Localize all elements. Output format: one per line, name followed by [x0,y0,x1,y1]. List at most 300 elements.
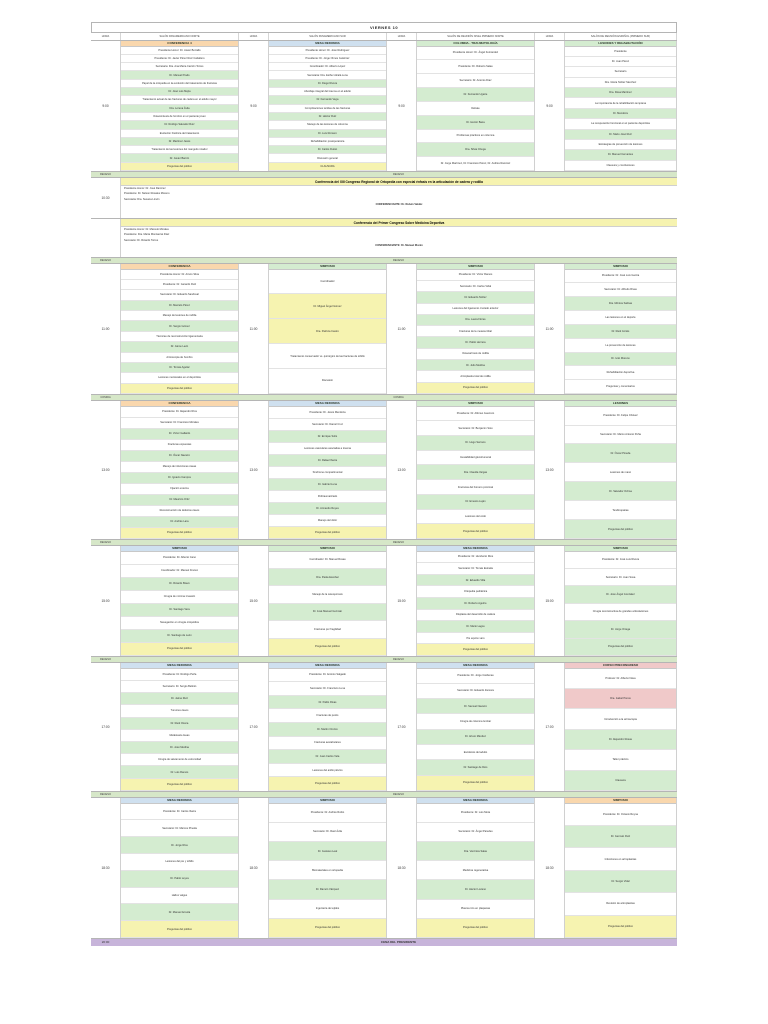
session-row: Cirugía reconstructiva de grandes articulaciones [565,604,676,621]
session-row: Dr. Tomás Aguilar [121,363,238,373]
time-cell [91,219,121,257]
session-row: Dr. Javier Barrón [121,154,238,162]
session-row: Dr. Luis Romero [269,130,386,138]
session-row: Dr. Iván Moreno [565,353,676,367]
session-row: Hallux valgus [121,888,238,905]
break-label: RECESO [393,658,404,661]
session-row: Dr. Roberto Aguirre [417,598,534,610]
time-cell: 15:00 [387,546,417,656]
session-row: Secretario: Dr. Eduardo Zamora [417,684,534,699]
session-row: Lesiones vasculares asociadas a trauma [269,443,386,455]
session-row: Cirugía de columna lumbar [417,714,534,729]
session-row: Secretario: Dr. Daniel Cruz [269,419,386,431]
plenary-line: CONFERENCIANTE: Dr. Manuel Morán [375,243,423,247]
column-header: SALÓN PANAMERICANO NORTE [121,33,239,40]
session-row: Plasma rico en plaquetas [417,900,534,919]
session-row: Dra. Verónica Salas [417,842,534,861]
session-row: La recuperación funcional en el paciente deportista [565,119,676,129]
session-row: Manejo de lesiones de rodilla [121,311,238,321]
session-row: Fracturas del húmero proximal [417,480,534,495]
plenary-body [121,178,677,218]
session-row: Dra. Mónica Salinas [565,297,676,311]
session-header: LESIONES Y REHABILITACIÓN [565,41,676,47]
session-row: Dr. Héctor Ruiz [269,113,386,121]
session-row: Pie equino varo [417,633,534,645]
session-column [565,264,677,394]
time-block [91,264,677,395]
session-row: Presidente Honor: Dr. Javier Borrallo [121,47,238,55]
session-row: Presidente: Dr. Humberto Ríos [417,552,534,564]
session-row: Secretaria: Dra. Ana María Carrión Torres [121,63,238,71]
session-row: La importancia de la rehabilitación temprana [565,98,676,108]
session-row: Dr. Ricardo Bravo [121,578,238,591]
session-row: Displasia del desarrollo de cadera [417,610,534,622]
time-block [91,401,677,540]
session-header: SIMPOSIO [121,546,238,552]
session-row: Dr. Eduardo Núñez [417,292,534,303]
break-time: RECESO [100,541,111,544]
session-row: Dr. Pablo Herrera [417,337,534,348]
session-row: Dr. Óscar Pineda [565,444,676,463]
session-row: Preguntas del público [121,921,238,938]
session-row: Fracturas de pelvis [269,709,386,723]
session-row: Dr. Rodrigo Salvador Ruiz [121,121,238,129]
session-column [565,798,677,938]
session-column [565,546,677,656]
session-row: Dr. Carlos Durán [269,146,386,154]
session-header: SIMPOSIO [417,264,534,270]
column-header: HORA [535,33,565,40]
session-row: Dr. Luis Ramos [121,766,238,778]
session-column [269,41,387,171]
footer-label: CENA DEL PRESIDENTE [380,940,417,944]
session-row: Dr. Raúl Cortés [565,325,676,339]
session-header: MESA REDONDA [121,663,238,669]
break-time: COMIDA [100,396,111,399]
time-block [91,546,677,657]
session-row: Preguntas del público [121,779,238,791]
session-row: Osteoartrosis de rodilla [417,349,534,360]
session-row: Preguntas del público [417,524,534,539]
session-row: Dr. Ignacio Campos [121,473,238,484]
time-cell: 13:00 [91,401,121,539]
session-row: Dr. Armando Reyes [269,503,386,515]
session-row: Evolución histórica del tratamiento [121,130,238,138]
column-header: SALÓN DE REUNIÓN NIVEL PRIMERO NORTE [417,33,535,40]
break-time: RECESO [100,658,111,661]
session-row: Preguntas del público [269,919,386,938]
session-column [269,264,387,394]
time-cell: 15:00 [91,546,121,656]
session-row: Dr. Ernesto Luján [417,495,534,510]
time-cell: 13:00 [535,401,565,539]
session-row: Preguntas del público [565,520,676,539]
session-row: Presidente: Dr. José Luis Rivera [565,552,676,569]
session-row: Dra. Lorena Ávila [121,105,238,113]
session-row: Lesiones del codo [417,510,534,525]
session-row: Dr. Jaime Ruiz [121,693,238,705]
time-cell: 9:00 [535,41,565,171]
session-row: Clausura [565,771,676,791]
session-row: Preguntas del público [417,383,534,394]
session-row: Preguntas del público [565,639,676,656]
session-row: Ingeniería de tejidos [269,900,386,919]
column-header: HORA [91,33,121,40]
session-row: Osteosíntesis de hombro en el paciente joven [121,113,238,121]
session-row: Secretario: Dr. Raúl Ávila [269,823,386,842]
session-header: MESA REDONDA [417,663,534,669]
session-header: MESA REDONDA [121,798,238,804]
session-row: Rehabilitación deportiva [565,366,676,380]
session-row: Dr. Ramón Vázquez [269,880,386,899]
session-header: SIMPOSIO [269,264,386,270]
session-row: Abordaje integral del trauma en el adulto [269,88,386,96]
time-cell: 17:00 [239,663,269,791]
session-column [269,401,387,539]
session-row: Estrategias de prevención de lesiones [565,140,676,150]
session-row: Discusión general [269,154,386,162]
session-header: SIMPOSIO [565,798,676,804]
session-column [121,401,239,539]
session-row: Dr. Julio Medina [417,360,534,371]
time-cell: 18:30 [387,798,417,938]
session-row: Secretario: Dr. Tomás Estrada [417,563,534,575]
session-row: Dra. Gloria Núñez Sánchez [565,78,676,88]
session-row: Dr. Samuel Navarro [417,699,534,714]
session-row: Preguntas del público [417,776,534,791]
session-row: Dr. Manuel Arreola [121,904,238,921]
session-row: Dr. Alejandro Rosas [565,730,676,750]
session-row: Dra. Paola Escobar [269,569,386,586]
session-row: Síndrome compartimental [269,467,386,479]
session-row: Politraumatizado [269,491,386,503]
session-column [121,798,239,938]
break-time: RECESO [100,173,111,176]
session-row: Lesiones del pie y tobillo [121,854,238,871]
session-row: Dr. Mauricio Ortiz [121,495,238,506]
session-row: Presidente: Dr. Javier Pérez Ruiz Caballero [121,55,238,63]
session-row: Secretario: Dr. Francisco Luna [269,682,386,696]
session-row: Presidente: Dr. Jorge Olmos Gutiérrez [269,55,386,63]
session-row: Dr. Enrique Solís [269,431,386,443]
session-column [269,546,387,656]
session-header: CONFERENCIA [121,264,238,270]
plenary-line: Presidente Honor: Dr. Marcelo Morales [124,228,169,231]
session-row: CLAUSURA [269,163,386,171]
break-label: COMIDA [393,396,404,399]
session-column [565,663,677,791]
session-column [121,41,239,171]
session-row: Las lesiones en el deporte [565,311,676,325]
session-row: Lesiones del anillo pélvico [269,764,386,778]
session-row: Dr. Mendoza [565,109,676,119]
session-row: Dr. Jaime León [121,342,238,352]
session-column [417,264,535,394]
session-row: Manejo de infecciones óseas [121,462,238,473]
session-column [417,663,535,791]
session-row: Preguntas del público [565,916,676,938]
session-row: Coordinador: Dr. Manuel Franco [121,565,238,578]
session-row: Dra. Rosa Martínez [565,88,676,98]
session-row: Complicaciones tardías de las fracturas [269,105,386,113]
session-row: Dr. Sergio Gómez [121,321,238,331]
time-cell: 10:30 [91,178,121,218]
session-row: Secretario: Dr. Carlos Vidal [417,281,534,292]
session-row: Presidente: Dr. Alejandro Ríos [121,407,238,418]
session-row: Manejo de la osteoporosis [269,586,386,603]
session-row: Lesiones de mano [565,463,676,482]
time-cell: 9:00 [91,41,121,171]
session-row: Secretario: Dr. Marcos Pineda [121,820,238,837]
session-header: MESA REDONDA [417,798,534,804]
time-cell: 17:00 [387,663,417,791]
session-row: Presidente: Dr. Carlos Ibarra [121,804,238,821]
plenary-line: Presidente: Dr. Nelson Rosales Moreno [124,192,170,196]
session-row: Coordinador: Dr. Manuel Rosas [269,552,386,569]
session-row: Dr. Salvador Ochoa [565,482,676,501]
plenary-title: Conferencia del Primer Congreso Sobre Medicina Deportiva [121,219,677,227]
session-row: Dr. Jorge Martínez, Dr. Francisco Pérez, Dr. Andrés Ramírez [417,157,534,171]
session-row: Inestabilidad glenohumeral [417,451,534,466]
session-row: Tumores óseos [121,705,238,717]
session-row: Taller práctico [565,750,676,770]
session-row: Dr. José Luis Mejía [121,88,238,96]
session-row: Dr. José Ángel Gonzalez [565,586,676,603]
session-row: Preguntas del público [269,527,386,539]
plenary-line: Presidente Honor: Dr. José Ramírez [124,187,166,190]
session-row: Fracturas por fragilidad [269,621,386,638]
session-row: Biomateriales en ortopedia [269,861,386,880]
session-row: Dr. Mario José Ruiz [565,130,676,140]
session-header: MESA REDONDA [269,41,386,47]
time-cell: 17:00 [535,663,565,791]
session-row: Artroplastía total de rodilla [417,371,534,382]
session-header: MESA REDONDA [417,546,534,552]
time-block [91,41,677,172]
session-header: CONFERENCIA [121,401,238,407]
session-row: Secretario: Dr. Alfredo Rivas [565,283,676,297]
session-row: Dra. Patricia Castro [269,319,386,344]
plenary-body [121,219,677,257]
time-cell: 11:00 [535,264,565,394]
session-row: Dr. Germán Ruiz [565,826,676,848]
session-column [565,401,677,539]
time-cell: 18:30 [239,798,269,938]
session-row: Presidente: Dr. Alfonso Guerrero [417,407,534,422]
session-row: Dr. José Medina [121,742,238,754]
session-row: Fracturas de la meseta tibial [417,326,534,337]
session-row: Reconstrucción de defectos óseos [121,506,238,517]
session-row: Dr. Sergio Vidal [565,871,676,893]
session-row: Coordinador [269,270,386,295]
session-row: Coordinador: Dr. Alberto López [269,63,386,71]
session-row: Dr. Víctor Gallardo [121,429,238,440]
session-row: Secretario: Dr. Ángel Paredes [417,823,534,842]
time-cell: 17:00 [91,663,121,791]
session-header: MESA REDONDA [269,663,386,669]
session-row: Presidente Honor: Dr. Arturo Silva [121,270,238,280]
session-row: Dr. Arturo Méndez [417,730,534,745]
session-column [121,264,239,394]
session-row: Clausura y conclusiones [565,161,676,171]
session-row: Secretario [565,67,676,77]
session-row: Dr. Santiago de Dios [417,760,534,775]
session-row: Dr. Marcelo Pérez [121,301,238,311]
session-row: Discusión [269,369,386,394]
session-row: Presidente: Dr. Luis Mora [417,804,534,823]
break-label: RECESO [393,541,404,544]
session-row: Tratamiento de las lesiones del manguito rotador [121,146,238,154]
session-row: Tratamiento conservador vs. quirúrgico de las fracturas de tobillo [269,344,386,369]
session-row: Secretario: Dr. Eduardo Sandoval [121,290,238,300]
session-row: Metástasis óseas [121,730,238,742]
session-row: Ortopedia pediátrica [417,586,534,598]
session-row: Dr. Miguel Ángel Gómez [269,294,386,319]
time-cell: 13:00 [387,401,417,539]
session-row: Dr. Eduardo Villa [417,575,534,587]
session-row: Presidente: Dr. Víctor Ramos [417,270,534,281]
session-row: Preguntas del público [269,639,386,656]
column-header: HORA [387,33,417,40]
session-row: Presidente: Dr. Rodrigo Peña [121,669,238,681]
session-row: Dr. Gustavo Leal [269,842,386,861]
plenary-title: Conferencia del XIII Congreso Regional de Ortopedia con especial énfasis en la articulación de cadera y rodilla [121,178,677,186]
plenary-line: Presidente: Dra. María Montserrat Díaz [124,233,170,237]
session-row: Manejo del dolor [269,515,386,527]
session-row: Fracturas expuestas [121,440,238,451]
session-header: SIMPOSIO [565,264,676,270]
time-cell: 9:00 [239,41,269,171]
schedule-footer [91,939,677,946]
session-row: Secretario: Dr. Marco Antonio Peña [565,426,676,445]
session-row: Preguntas del público [269,777,386,791]
session-row: Dr. Gabriel Luna [269,479,386,491]
time-cell: 11:00 [239,264,269,394]
session-row: Dr. Pablo Leyva [121,871,238,888]
time-cell: 13:00 [239,401,269,539]
session-row: Presidente: Dr. Alberto Cano [121,552,238,565]
session-header: SIMPOSIO [269,546,386,552]
session-row: Cirugía de mínima invasión [121,591,238,604]
session-header: COLUMNA - TRAUMATOLOGÍA [417,41,534,47]
session-row: Preguntas del público [121,528,238,539]
session-row: Presidente: Dr. Antonio Salgado [269,669,386,683]
session-row: Secretario: Dr. Juan Sosa [565,569,676,586]
plenary-line: Secretaria: Dra. Susana Limón [124,197,160,201]
session-row: Dr. Juan Pérez [565,57,676,67]
time-cell: 11:00 [387,264,417,394]
session-row: Dr. Jorge Ríos [121,837,238,854]
session-row: Escoliosis del adulto [417,745,534,760]
session-row: Dr. Diego Rivera [269,80,386,88]
session-column [269,798,387,938]
session-column [417,546,535,656]
session-row: Introducción a la artroscopia [565,709,676,729]
session-row: Secretario: Dr. Antonio Díaz [417,74,534,88]
session-row: Dr. Fernando Vega [269,96,386,104]
session-row: Técnicas de reconstrucción ligamentaria [121,332,238,342]
plenary-line: Secretario: Dr. Ricardo Torres [124,238,159,242]
session-row: Dra. Claudia Vargas [417,465,534,480]
session-row: Dr. Rafael Ibarra [269,455,386,467]
session-row: Papel de la ortopedia en la evolución del tratamiento de fracturas [121,80,238,88]
time-cell: 11:00 [91,264,121,394]
session-header: SIMPOSIO [417,401,534,407]
session-row: Dr. Raúl Olvera [121,718,238,730]
session-row: Dr. Pablo Rivas [269,696,386,710]
break-label: RECESO [393,173,404,176]
session-row: Presidente: Dr. José Luis García [565,270,676,284]
session-header: CURSO PRECONGRESO [565,663,676,669]
session-row: Tendinopatías [565,501,676,520]
session-row: Presidente: Dr. Jesús Mendoza [269,407,386,419]
break-label: RECESO [393,793,404,796]
session-header: SIMPOSIO [565,546,676,552]
break-time: RECESO [100,793,111,796]
session-row: Presidente: Dr. Felipe Chávez [565,407,676,426]
time-block [91,798,677,939]
session-header: CONFERENCIA 4 [121,41,238,47]
plenary-block [91,219,677,258]
session-row: Artroscopia de hombro [121,353,238,363]
session-row: Navegación en cirugía ortopédica [121,617,238,630]
column-header: SALÓN PANAMERICANO SUR [269,33,387,40]
session-column [269,663,387,791]
session-row: Dr. Santiago de León [121,630,238,643]
session-row: Medicina regenerativa [417,861,534,880]
time-cell: 15:00 [239,546,269,656]
session-row: Dr. Manuel Cervantes [565,150,676,160]
session-row: Dr. Martínez Jesús [121,138,238,146]
session-row: Presidente: Dr. Andrés Rubio [269,804,386,823]
session-row: Preguntas del público [417,919,534,938]
session-row: Secretaria: Dra. Esther Alcalá Luna [269,71,386,79]
column-header: HORA [239,33,269,40]
time-block [91,663,677,792]
session-column [121,663,239,791]
session-row: Fracturas acetabulares [269,737,386,751]
column-header-row [91,33,677,41]
session-row: Dra. Laura Flores [417,315,534,326]
time-cell: 18:30 [535,798,565,938]
session-row: Revisión de artroplastías [565,893,676,915]
session-row: Cirugía de salvamento de extremidad [121,754,238,766]
session-column [565,41,677,171]
session-row: Dra. Silvia Ortega [417,143,534,157]
session-row: Infecciones en artroplastías [565,848,676,870]
session-row: Presidente: Dr. Roberto Salas [417,60,534,74]
session-row: Profesor: Dr. Alberto Nava [565,669,676,689]
session-row: Problemas prácticos en columna [417,130,534,144]
session-column [417,41,535,171]
session-row: Preguntas del público [417,644,534,656]
plenary-block [91,178,677,219]
session-row: Dr. Martín Orozco [269,723,386,737]
column-header: SALÓN DE REUNIÓN ESPAÑOL (PRIMERO SUR) [565,33,677,40]
session-row: Dr. Jorge Ortega [565,621,676,638]
session-row: Dr. Manuel Prado [121,71,238,79]
day-title: VIERNES 10 [91,22,677,33]
session-header: SIMPOSIO [269,798,386,804]
session-row: Presidente: Dr. Jorge Cárdenas [417,669,534,684]
plenary-line: CONFERENCIANTE: Dr. Rubén Valdéz [375,202,423,206]
session-row: Presidente: Dr. Gerardo Ruiz [121,280,238,290]
session-row: Debate [417,102,534,116]
session-column [417,401,535,539]
break-time: RECESO [100,259,111,262]
session-row: Dr. Óscar Navarro [121,451,238,462]
time-cell: 18:30 [91,798,121,938]
